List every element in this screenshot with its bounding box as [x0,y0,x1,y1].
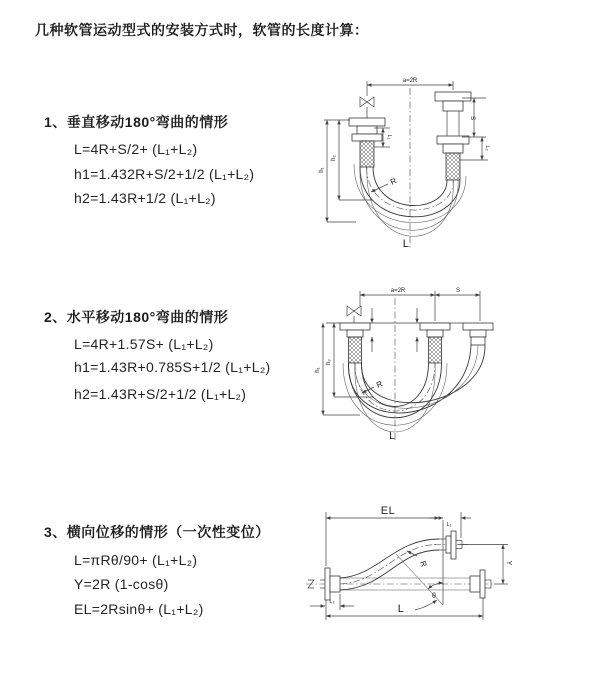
label-s: S [469,115,475,121]
label-h1: h₁ [315,367,321,373]
section3-formula-L: L=πRθ/90+ (L₁+L₂) [74,552,198,568]
section1-formula-h2: h2=1.43R+1/2 (L₁+L₂) [74,190,216,206]
label-theta: θ [432,593,436,600]
section2-formula-L: L=4R+1.57S+ (L₁+L₂) [74,336,214,352]
label-l2: L₂ [484,145,490,151]
label-h1: h₁ [319,167,325,173]
section3-formula-Y: Y=2R (1-cosθ) [74,576,169,592]
valve-icon [360,97,374,118]
label-l1: L₁ [446,522,452,528]
label-a2r: a=2R [390,288,406,294]
section3-formula-EL: EL=2Rsinθ+ (L₁+L₂) [74,601,204,617]
valve-icon [347,306,361,323]
label-l: L [397,603,405,615]
label-h2: h₂ [331,155,337,161]
label-r: R [389,176,399,187]
section1-heading: 1、垂直移动180°弯曲的情形 [44,114,229,130]
label-l1: L₁ [386,134,392,140]
left-fitting [349,118,385,167]
dim-L2 [310,594,354,610]
label-r: R [375,379,385,390]
diagram-vertical-180-bend [310,70,600,255]
section1-formula-h1: h1=1.432R+S/2+1/2 (L₁+L₂) [74,166,255,182]
dim-h1 [319,120,356,222]
right-fitting [435,92,471,180]
left-fitting [340,323,370,363]
diagram-lateral-displacement [298,498,600,645]
right-fitting-phantom [463,323,493,345]
section1-formula-L: L=4R+S/2+ (L₁+L₂) [74,141,198,157]
label-h2: h₂ [326,359,332,365]
label-y: Y [505,560,512,566]
label-l2: L₂ [329,599,335,605]
page-title: 几种软管运动型式的安装方式时，软管的长度计算： [35,22,369,38]
hose-bend [343,345,485,432]
section3-heading: 3、横向位移的情形（一次性变位） [44,524,270,540]
dim-a2r [360,288,480,321]
label-s: S [455,288,461,294]
dim-S [462,98,486,137]
section2-formula-h2: h2=1.43R+S/2+1/2 (L₁+L₂) [74,386,247,402]
upper-fitting [439,531,462,559]
radius-callout [371,176,398,192]
section2-formula-h1: h1=1.43R+0.785S+1/2 (L₁+L₂) [74,359,271,375]
label-el: EL [380,505,396,517]
dim-L [326,598,483,620]
dim-L1 [429,518,471,528]
fitting-length-arrows [372,308,417,352]
diagram-horizontal-180-bend [310,278,600,460]
label-a2r: a=2R [402,78,418,84]
section2-heading: 2、水平移动180°弯曲的情形 [44,309,229,325]
middle-fitting [420,323,450,363]
label-l: L [389,431,395,442]
label-l: L [402,238,410,250]
label-r: R [418,559,429,569]
